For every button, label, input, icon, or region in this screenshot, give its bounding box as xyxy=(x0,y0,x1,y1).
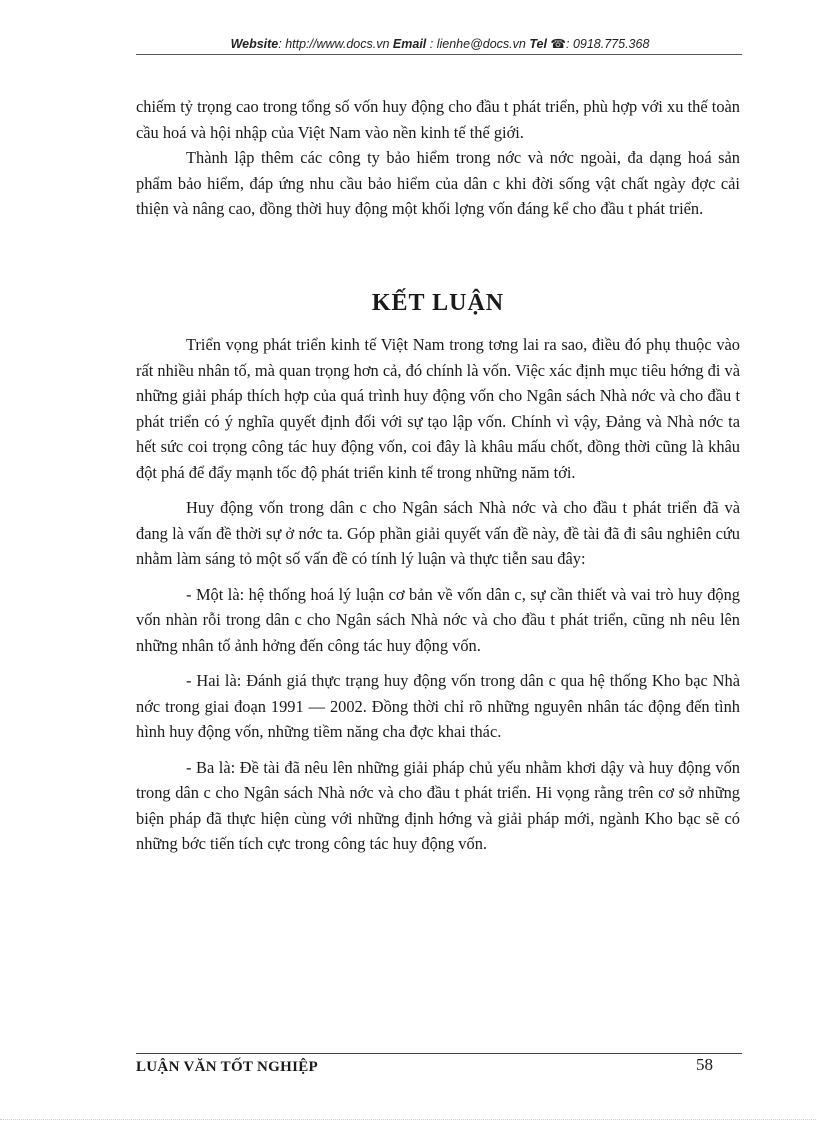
footer-title: LUẬN VĂN TỐT NGHIỆP xyxy=(136,1059,318,1075)
phone-icon: ☎ xyxy=(550,37,566,51)
website-value: : http://www.docs.vn xyxy=(278,37,390,51)
footer-rule xyxy=(136,1053,742,1054)
body-paragraph-3: - Một là: hệ thống hoá lý luận cơ bản về vốn dân c, sự cần thiết và vai trò huy động vốn nhàn rỗi trong dân c cho Ngân sách Nhà nớc và cho đầu t phát triển, cũng nh nêu lên những nhân tố ảnh hởng đến công tác huy động vốn. xyxy=(136,584,740,655)
tel-label: Tel xyxy=(529,37,547,51)
body-paragraph-2: Huy động vốn trong dân c cho Ngân sách Nhà nớc và cho đầu t phát triển đã và đang là vấn đề thời sự ở nớc ta. Góp phần giải quyết vấn đề này, đề tài đã đi sâu nghiên cứu nhằm làm sáng tỏ một số vấn đề có tính lý luận và thực tiễn sau đây: xyxy=(136,498,740,568)
page-header xyxy=(136,36,744,52)
page-bottom-edge xyxy=(0,1119,816,1120)
body-paragraph-1: Triển vọng phát triển kinh tế Việt Nam trong tơng lai ra sao, điều đó phụ thuộc vào rất nhiều nhân tố, mà quan trọng hơn cả, đó chính là vốn. Việc xác định mục tiêu hớng đi và những giải pháp thích hợp của quá trình huy động vốn cho Ngân sách Nhà nớc và cho đầu t phát triển có ý nghĩa quyết định đối với sự tạo lập vốn. Chính vì vậy, Đảng và Nhà nớc ta hết sức coi trọng công tác huy động vốn, coi đây là khâu mấu chốt, đồng thời cũng là khâu đột phá để đẩy mạnh tốc độ phát triển kinh tế trong những năm tới. xyxy=(136,335,740,482)
tel-value: : 0918.775.368 xyxy=(566,37,650,51)
body-paragraph-4: - Hai là: Đánh giá thực trạng huy động vốn trong dân c qua hệ thống Kho bạc Nhà nớc trong giai đoạn 1991 — 2002. Đồng thời chỉ rõ những nguyên nhân tác động đến tình hình huy động vốn, những tiềm năng cha đợc khai thác. xyxy=(136,671,740,741)
email-label: Email xyxy=(392,37,427,51)
intro-text xyxy=(136,94,740,222)
intro-paragraph-1: chiếm tỷ trọng cao trong tổng số vốn huy động cho đầu t phát triển, phù hợp với xu thế toàn cầu hoá và hội nhập của Việt Nam vào nền kinh tế thế giới. xyxy=(136,97,740,142)
page-number: 58 xyxy=(696,1055,713,1074)
intro-paragraph-2: Thành lập thêm các công ty bảo hiểm trong nớc và nớc ngoài, đa dạng hoá sản phẩm bảo hiểm, đáp ứng nhu cầu bảo hiểm của dân c khi đời sống vật chất ngày đợc cải thiện và nâng cao, đồng thời huy động một khối lợng vốn đáng kể cho đầu t phát triển. xyxy=(136,148,740,218)
header-rule xyxy=(136,54,742,55)
website-label: Website xyxy=(230,37,279,51)
section-title: KẾT LUẬN xyxy=(371,290,505,316)
email-value: : lienhe@docs.vn xyxy=(429,37,526,51)
body-paragraph-5: - Ba là: Đề tài đã nêu lên những giải pháp chủ yếu nhằm khơi dậy và huy động vốn trong dân c cho Ngân sách Nhà nớc và cho đầu t phát triển. Hi vọng rằng trên cơ sở những biện pháp đã thực hiện cùng với những định hớng và giải pháp mới, ngành Kho bạc sẽ có những bớc tiến tích cực trong công tác huy động vốn. xyxy=(136,757,740,853)
conclusion-text xyxy=(136,332,740,857)
